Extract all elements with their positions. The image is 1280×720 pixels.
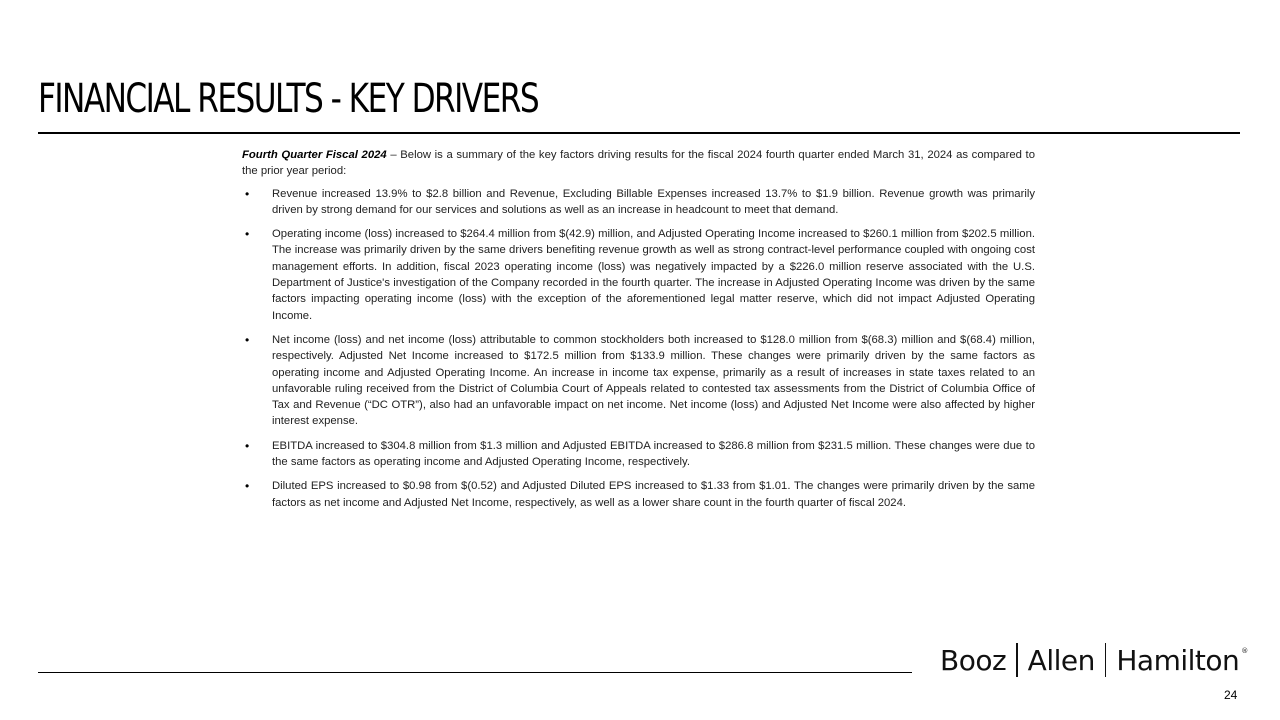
list-item-revenue [242,186,1035,219]
list-item-text: Revenue increased 13.9% to $2.8 billion and Revenue, Excluding Billable Expenses increased 13.7% to $1.9 billion. Revenue growth was primarily driven by strong demand for our services and solutions as well as an increase in headcount to meet that demand. [272,187,1035,216]
list-item-operating-income [242,226,1035,324]
slide-title: FINANCIAL RESULTS - KEY DRIVERS [38,76,539,122]
slide-body [242,147,1035,519]
bullet-icon: • [245,227,250,242]
title-divider [38,132,1240,134]
bullet-icon: • [245,479,250,494]
intro-paragraph [242,147,1035,180]
list-item-text: Diluted EPS increased to $0.98 from $(0.52) and Adjusted Diluted EPS increased to $1.33 from $1.01. The changes were primarily driven by the same factors as net income and Adjusted Net Income, respectively, as well as a lower share count in the fourth quarter of fiscal 2024. [272,480,1035,509]
logo-word-hamilton: Hamilton [1116,643,1240,677]
logo-word-allen: Allen [1027,643,1095,677]
bullet-icon: • [245,332,250,347]
intro-lead: Fourth Quarter Fiscal 2024 [242,149,387,161]
intro-text: – Below is a summary of the key factors driving results for the fiscal 2024 fourth quarter ended March 31, 2024 as compared to the prior year period: [242,149,1035,178]
list-item-net-income [242,332,1035,430]
list-item-text: Net income (loss) and net income (loss) attributable to common stockholders both increased to $128.0 million from $(68.3) million and $(68.4) million, respectively. Adjusted Net Income increased to $172.5 million from $133.9 million. These changes were primarily driven by the same factors as operating income and Adjusted Operating Income. An increase in income tax expense, primarily as a result of increases in state taxes related to an unfavorable ruling received from the District of Columbia Court of Appeals related to contested tax assessments from the District of Columbia Office of Tax and Revenue (“DC OTR”), also had an unfavorable impact on net income. Net income (loss) and Adjusted Net Income were also affected by higher interest expense. [272,333,1035,428]
list-item-text: EBITDA increased to $304.8 million from $1.3 million and Adjusted EBITDA increased to $286.8 million from $231.5 million. These changes were due to the same factors as operating income and Adjusted Operating Income, respectively. [272,439,1035,469]
bullet-icon: • [245,438,250,453]
logo-word-booz: Booz [940,643,1007,677]
list-item-eps [242,478,1035,511]
list-item-text: Operating income (loss) increased to $264.4 million from $(42.9) million, and Adjusted Operating Income increased to $260.1 million from $202.5 million. The increase was primarily driven by the same drivers benefiting revenue growth as well as strong contract-level performance coupled with ongoing cost management efforts. In addition, fiscal 2023 operating income (loss) was negatively impacted by a $226.0 million reserve associated with the U.S. Department of Justice's investigation of the Company recorded in the fourth quarter. The increase in Adjusted Operating Income was driven by the same factors impacting operating income (loss) with the exception of the aforementioned legal matter reserve, which did not impact Adjusted Operating Income. [272,228,1035,322]
page-number: 24 [1224,688,1238,702]
key-drivers-list [242,186,1035,511]
logo-separator [1105,643,1107,677]
logo-separator [1016,643,1018,677]
bullet-icon: • [245,186,250,201]
footer-divider [38,672,912,673]
registered-mark-icon: ® [1241,647,1248,655]
company-logo [940,643,1248,677]
list-item-ebitda [242,438,1035,471]
